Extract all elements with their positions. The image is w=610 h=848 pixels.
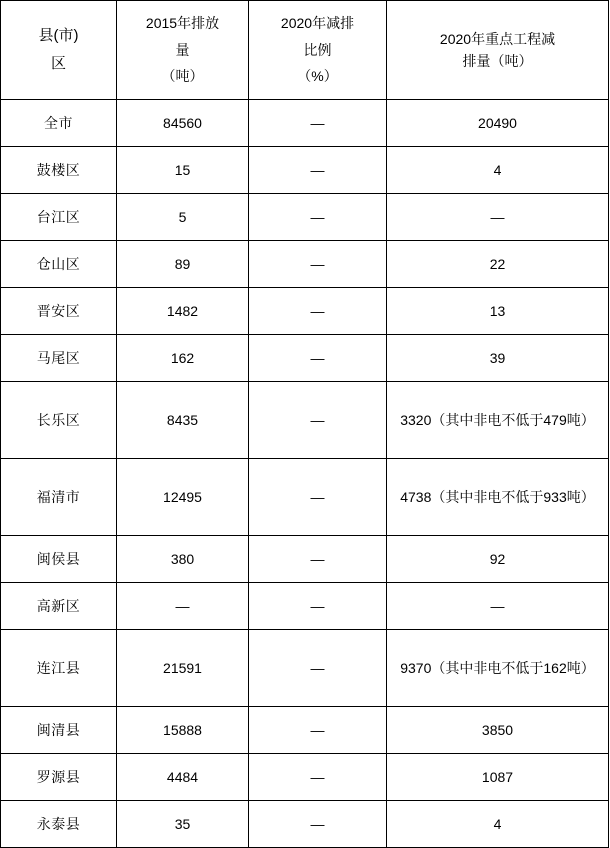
cell-key-project-reduction: 20490 [387, 100, 609, 147]
table-row [1, 630, 609, 707]
cell-emission-2015: 12495 [117, 459, 249, 536]
cell-reduction-ratio: — [249, 630, 387, 707]
cell-reduction-ratio: — [249, 536, 387, 583]
cell-district-name: 福清市 [1, 459, 117, 536]
header-project-line1: 2020年重点工程减 [439, 30, 556, 47]
header-ratio-line3: （%） [297, 68, 338, 85]
table-row [1, 147, 609, 194]
cell-key-project-reduction: 3320（其中非电不低于479吨） [387, 382, 609, 459]
cell-reduction-ratio: — [249, 754, 387, 801]
cell-emission-2015: 15888 [117, 707, 249, 754]
cell-reduction-ratio: — [249, 707, 387, 754]
header-cell-reduction-ratio [249, 1, 387, 100]
table-row [1, 801, 609, 848]
cell-emission-2015: 35 [117, 801, 249, 848]
table-row [1, 100, 609, 147]
header-emission-line2: 量 [175, 41, 190, 58]
table-row [1, 754, 609, 801]
cell-key-project-reduction: 4 [387, 147, 609, 194]
cell-district-name: 永泰县 [1, 801, 117, 848]
cell-district-name: 全市 [1, 100, 117, 147]
header-project-line2: 排量（吨） [462, 53, 533, 69]
cell-emission-2015: 89 [117, 241, 249, 288]
table-row [1, 335, 609, 382]
header-emission-line1: 2015年排放 [145, 15, 220, 32]
header-cell-emission-2015 [117, 1, 249, 100]
cell-reduction-ratio: — [249, 382, 387, 459]
table-row [1, 583, 609, 630]
cell-district-name: 晋安区 [1, 288, 117, 335]
cell-emission-2015: 4484 [117, 754, 249, 801]
header-emission-line3: （吨） [161, 68, 204, 85]
cell-reduction-ratio: — [249, 335, 387, 382]
cell-key-project-reduction: — [387, 194, 609, 241]
cell-key-project-reduction: 39 [387, 335, 609, 382]
table-row [1, 536, 609, 583]
cell-key-project-reduction: 22 [387, 241, 609, 288]
cell-reduction-ratio: — [249, 147, 387, 194]
cell-district-name: 闽清县 [1, 707, 117, 754]
cell-key-project-reduction: 92 [387, 536, 609, 583]
table-row [1, 382, 609, 459]
cell-emission-2015: 84560 [117, 100, 249, 147]
header-ratio-line2: 比例 [303, 41, 332, 58]
cell-key-project-reduction: 4 [387, 801, 609, 848]
cell-key-project-reduction: 13 [387, 288, 609, 335]
cell-reduction-ratio: — [249, 100, 387, 147]
table-body [1, 100, 609, 848]
cell-emission-2015: — [117, 583, 249, 630]
cell-district-name: 长乐区 [1, 382, 117, 459]
cell-emission-2015: 21591 [117, 630, 249, 707]
cell-key-project-reduction: 1087 [387, 754, 609, 801]
cell-district-name: 罗源县 [1, 754, 117, 801]
cell-emission-2015: 5 [117, 194, 249, 241]
header-district-line1: 县(市) [38, 26, 79, 44]
header-cell-key-project [387, 1, 609, 100]
table-row [1, 459, 609, 536]
table-row [1, 707, 609, 754]
cell-district-name: 鼓楼区 [1, 147, 117, 194]
header-cell-district [1, 1, 117, 100]
cell-key-project-reduction: 3850 [387, 707, 609, 754]
cell-reduction-ratio: — [249, 801, 387, 848]
cell-reduction-ratio: — [249, 194, 387, 241]
cell-district-name: 连江县 [1, 630, 117, 707]
cell-emission-2015: 380 [117, 536, 249, 583]
cell-emission-2015: 8435 [117, 382, 249, 459]
cell-key-project-reduction: 9370（其中非电不低于162吨） [387, 630, 609, 707]
header-district-line2: 区 [50, 55, 66, 72]
cell-emission-2015: 162 [117, 335, 249, 382]
cell-key-project-reduction: 4738（其中非电不低于933吨） [387, 459, 609, 536]
cell-district-name: 马尾区 [1, 335, 117, 382]
cell-district-name: 仓山区 [1, 241, 117, 288]
cell-reduction-ratio: — [249, 288, 387, 335]
cell-district-name: 台江区 [1, 194, 117, 241]
cell-reduction-ratio: — [249, 583, 387, 630]
cell-reduction-ratio: — [249, 241, 387, 288]
table-header [1, 1, 609, 100]
table-row [1, 241, 609, 288]
cell-reduction-ratio: — [249, 459, 387, 536]
cell-key-project-reduction: — [387, 583, 609, 630]
table-row [1, 288, 609, 335]
cell-district-name: 闽侯县 [1, 536, 117, 583]
header-row [1, 1, 609, 100]
cell-district-name: 高新区 [1, 583, 117, 630]
cell-emission-2015: 15 [117, 147, 249, 194]
table-row [1, 194, 609, 241]
header-ratio-line1: 2020年减排 [280, 15, 355, 32]
cell-emission-2015: 1482 [117, 288, 249, 335]
